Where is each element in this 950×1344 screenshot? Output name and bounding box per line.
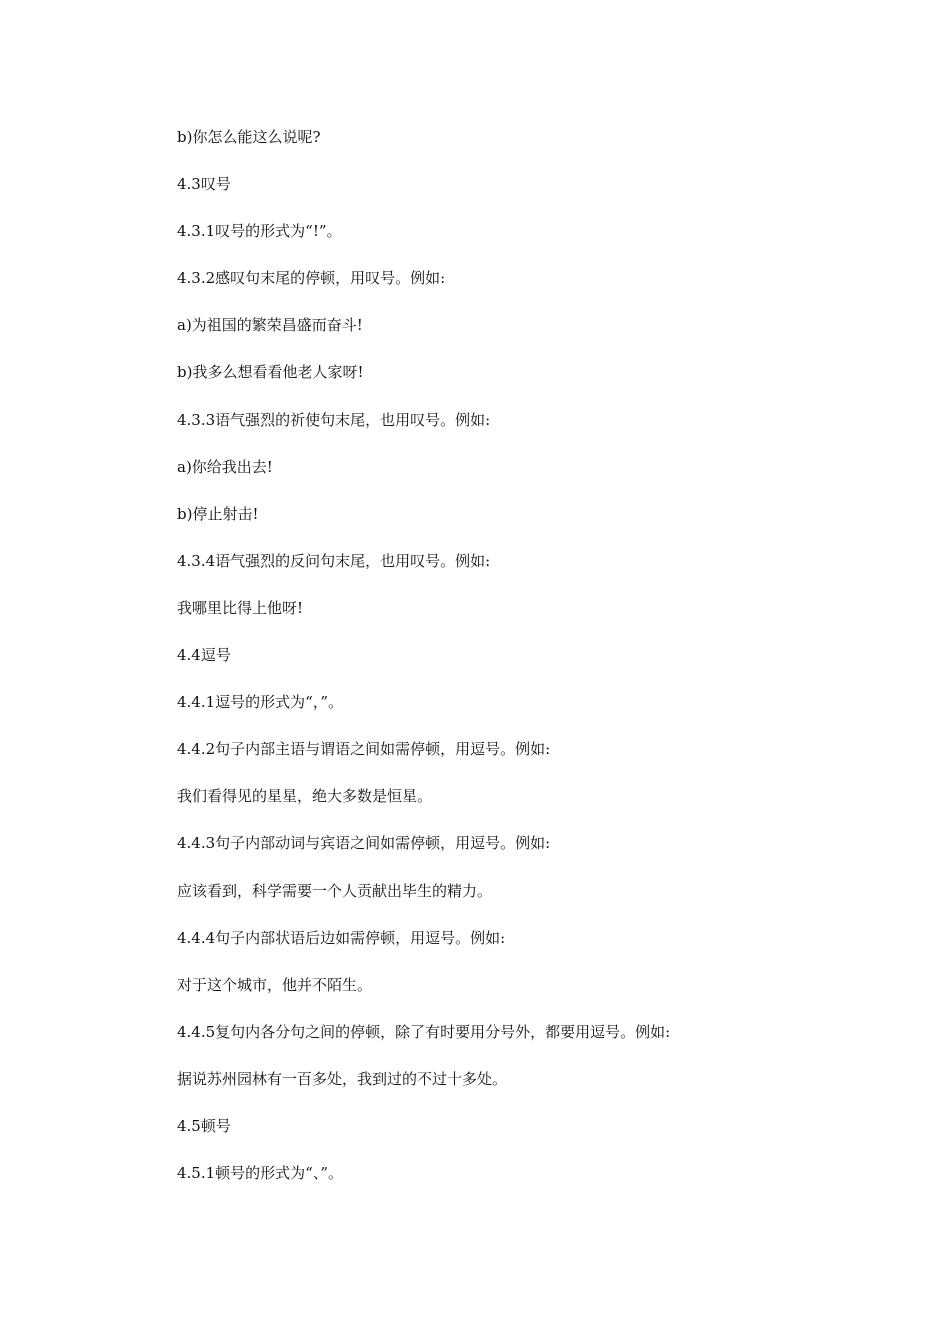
example-line: 对于这个城市，他并不陌生。	[177, 975, 373, 994]
example-line: b)停止射击!	[177, 504, 259, 523]
example-line: 应该看到，科学需要一个人贡献出毕生的精力。	[177, 881, 493, 900]
example-line: b)我多么想看看他老人家呀!	[177, 363, 364, 382]
example-line: 我哪里比得上他呀!	[177, 598, 304, 617]
document-body	[177, 126, 877, 1209]
example-line: a)你给我出去!	[177, 457, 273, 476]
text-line: 4.3.2感叹句末尾的停顿，用叹号。例如:	[177, 269, 446, 288]
text-line: 4.4.5复句内各分句之间的停顿，除了有时要用分号外，都要用逗号。例如:	[177, 1022, 671, 1041]
text-line: 4.4.4句子内部状语后边如需停顿，用逗号。例如:	[177, 928, 506, 947]
text-line: 4.3.3语气强烈的祈使句末尾，也用叹号。例如:	[177, 410, 491, 429]
section-heading: 4.5顿号	[177, 1116, 231, 1135]
example-line: a)为祖国的繁荣昌盛而奋斗!	[177, 316, 363, 335]
text-line: 4.5.1顿号的形式为“、”。	[177, 1164, 344, 1183]
text-line: 4.4.2句子内部主语与谓语之间如需停顿，用逗号。例如:	[177, 740, 551, 759]
text-line: 4.3.1叹号的形式为“!”。	[177, 222, 342, 241]
example-line: 我们看得见的星星，绝大多数是恒星。	[177, 787, 433, 806]
example-line: 据说苏州园林有一百多处，我到过的不过十多处。	[177, 1069, 508, 1088]
section-heading: 4.3叹号	[177, 175, 231, 194]
section-heading: 4.4逗号	[177, 646, 231, 665]
text-line: 4.4.3句子内部动词与宾语之间如需停顿，用逗号。例如:	[177, 834, 551, 853]
text-line: 4.3.4语气强烈的反问句末尾，也用叹号。例如:	[177, 551, 491, 570]
text-line: b)你怎么能这么说呢?	[177, 128, 321, 146]
text-line: 4.4.1逗号的形式为“，”。	[177, 693, 344, 712]
